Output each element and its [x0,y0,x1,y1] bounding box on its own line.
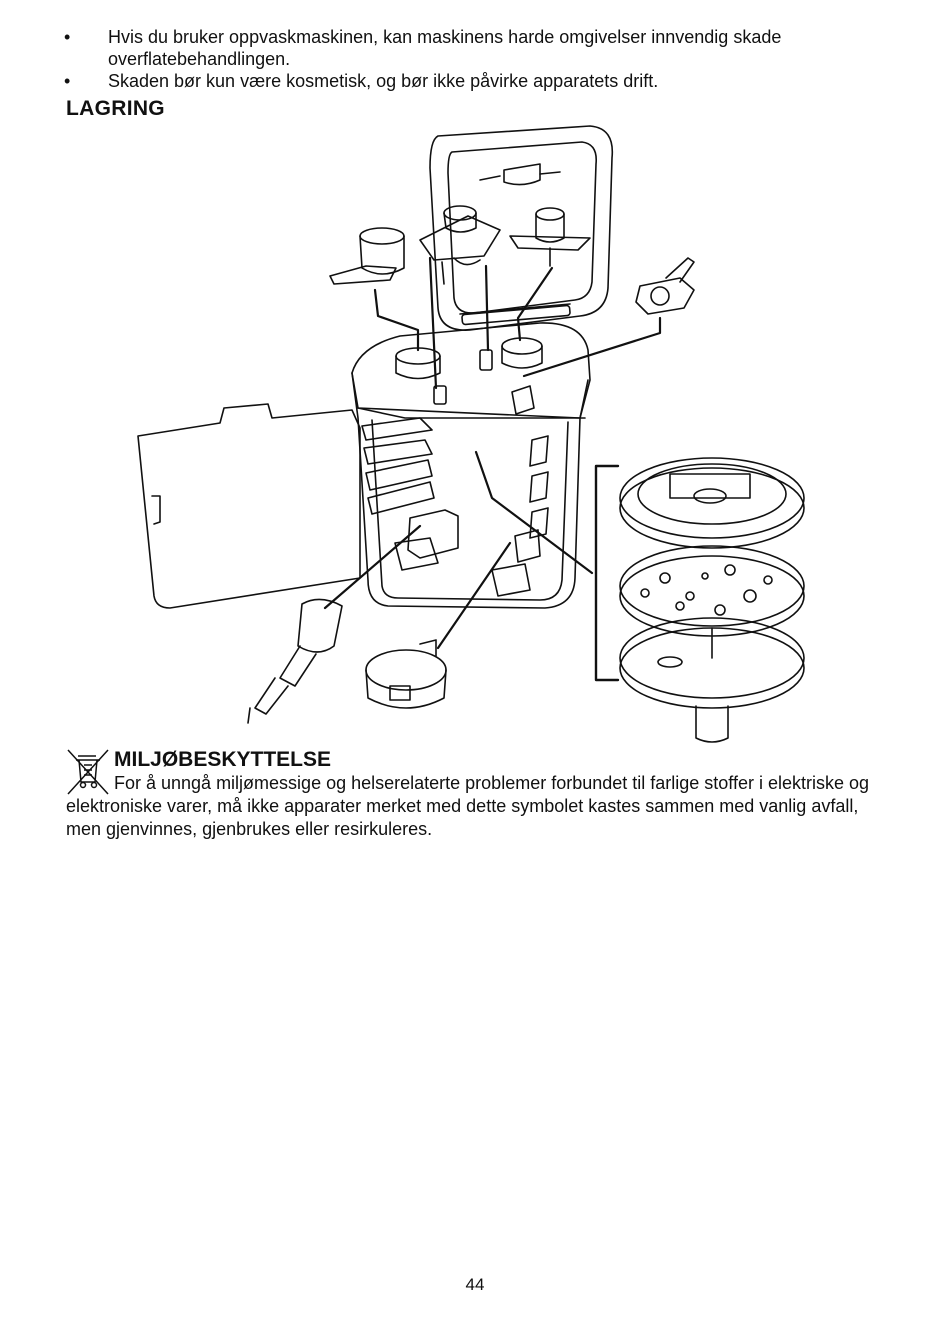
environment-heading: MILJØBESKYTTELSE [114,748,332,771]
storage-illustration [120,118,830,748]
storage-heading: LAGRING [66,97,165,120]
bullet-item: • Skaden bør kun være kosmetisk, og bør ikke påvirke apparatets drift. [64,71,659,91]
page-number: 44 [465,1275,485,1294]
environment-text: For å unngå miljømessige og helserelaterte problemer forbundet til farlige stoffer i elektriske og elektroniske varer, må ikke apparater merket med dette symbolet kastes sammen med vanlig avfall, men gjenvinnes, gjenbrukes eller resirkuleres. [66,773,870,839]
bullet-item: • Hvis du bruker oppvaskmaskinen, kan maskinens harde omgivelser innvendig skade overflatebehandlingen. [64,27,782,69]
care-notes [64,26,884,92]
